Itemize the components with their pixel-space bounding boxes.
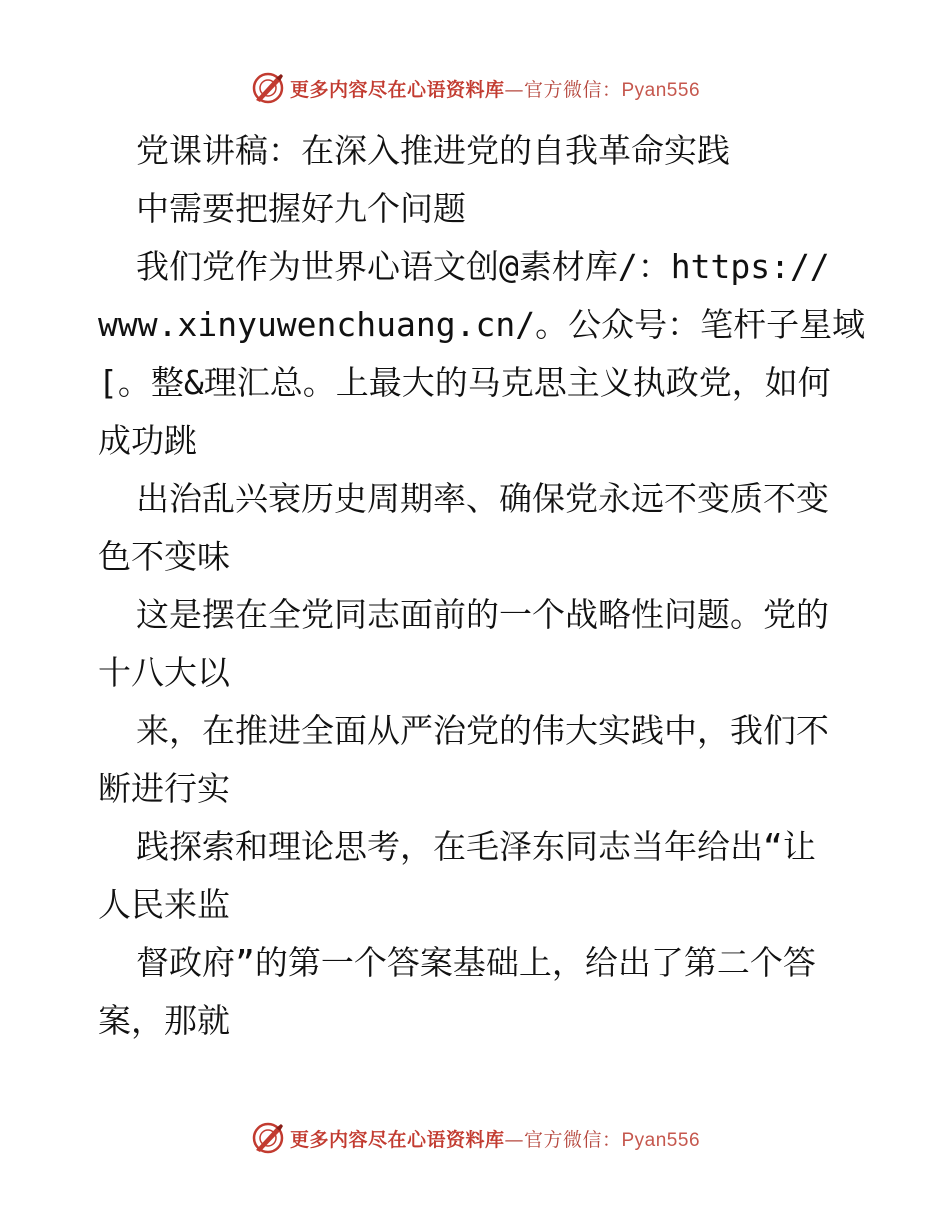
wechat-id: Pyan556 <box>621 79 701 101</box>
text-line: 党课讲稿：在深入推进党的自我革命实践 <box>136 131 730 170</box>
brand-dash: — <box>504 1128 524 1151</box>
text-line: 来，在推进全面从严治党的伟大实践中，我们不 <box>136 711 829 750</box>
header-text <box>290 75 700 102</box>
text-line: www.xinyuwenchuang.cn/。公众号：笔杆子星域 <box>98 305 866 344</box>
footer-banner <box>0 1118 950 1158</box>
text-line: 我们党作为世界心语文创@素材库/：https:// <box>136 247 830 286</box>
text-line: 十八大以 <box>98 653 230 692</box>
text-line: 案，那就 <box>98 1001 230 1040</box>
text-line: [。整&理汇总。上最大的马克思主义执政党，如何 <box>98 363 831 402</box>
pen-logo-icon <box>250 70 286 106</box>
text-line: 督政府”的第一个答案基础上，给出了第二个答 <box>136 943 816 982</box>
pen-logo-icon <box>250 1120 286 1156</box>
text-line: 践探索和理论思考，在毛泽东同志当年给出“让 <box>136 827 816 866</box>
text-line: 成功跳 <box>98 421 197 460</box>
wechat-label: 官方微信： <box>523 1128 622 1151</box>
brand-name: 更多内容尽在心语资料库 <box>289 1128 505 1151</box>
wechat-label: 官方微信： <box>523 78 622 101</box>
text-line: 断进行实 <box>98 769 230 808</box>
text-line: 人民来监 <box>98 885 230 924</box>
brand-dash: — <box>504 78 524 101</box>
text-line: 中需要把握好九个问题 <box>136 189 466 228</box>
text-line: 出治乱兴衰历史周期率、确保党永远不变质不变 <box>136 479 829 518</box>
text-line: 色不变味 <box>98 537 230 576</box>
text-line: 这是摆在全党同志面前的一个战略性问题。党的 <box>136 595 829 634</box>
document-body <box>98 122 866 1050</box>
brand-name: 更多内容尽在心语资料库 <box>289 78 505 101</box>
header-banner <box>0 68 950 108</box>
footer-text <box>290 1125 700 1152</box>
wechat-id: Pyan556 <box>621 1129 701 1151</box>
